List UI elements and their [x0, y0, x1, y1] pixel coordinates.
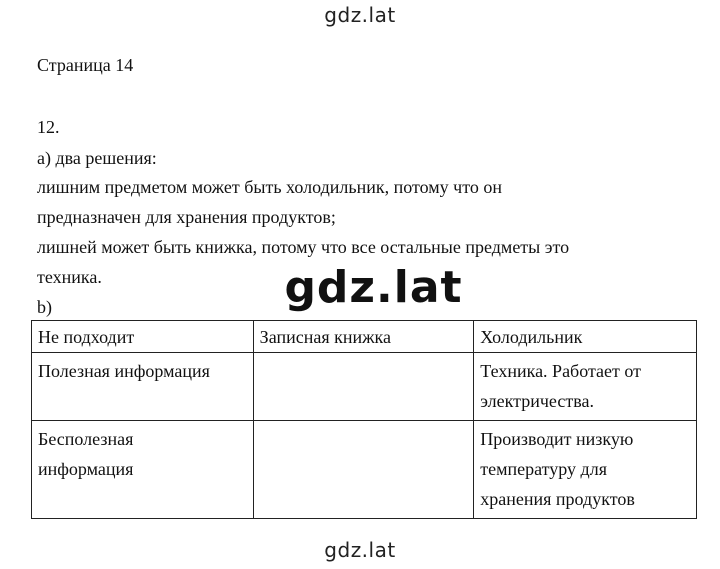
cell-line: температуру для — [480, 459, 607, 479]
table-cell-empty — [253, 421, 474, 519]
cell-line: хранения продуктов — [480, 489, 635, 509]
table-cell — [32, 421, 254, 519]
cell-line: Бесполезная — [38, 429, 134, 449]
table-cell — [474, 421, 697, 519]
cell-line: электричества. — [480, 391, 594, 411]
table-row — [32, 353, 697, 421]
part-a-line-4: техника. — [37, 267, 102, 287]
table-cell — [474, 353, 697, 421]
watermark-center: gdz.lat — [284, 262, 463, 313]
table-cell-empty — [253, 353, 474, 421]
part-a-title: а) два решения: — [37, 148, 157, 168]
part-b-title: b) — [37, 297, 52, 317]
table-header-row — [32, 321, 697, 353]
header-cell-not-fitting: Не подходит — [32, 321, 254, 353]
header-cell-fridge: Холодильник — [474, 321, 697, 353]
cell-line: информация — [38, 459, 134, 479]
watermark-top: gdz.lat — [324, 3, 396, 27]
task-number: 12. — [37, 117, 60, 137]
part-a-line-2: предназначен для хранения продуктов; — [37, 207, 336, 227]
cell-line: Производит низкую — [480, 429, 634, 449]
watermark-bottom: gdz.lat — [324, 538, 396, 562]
header-cell-notebook: Записная книжка — [253, 321, 474, 353]
table-row — [32, 421, 697, 519]
cell-line: Техника. Работает от — [480, 361, 642, 381]
answer-table — [31, 320, 697, 519]
table-cell — [32, 353, 254, 421]
part-a-line-1: лишним предметом может быть холодильник, потому что он — [37, 177, 502, 197]
page-label: Страница 14 — [37, 55, 134, 75]
cell-line: Полезная информация — [38, 361, 210, 381]
part-a-line-3: лишней может быть книжка, потому что все остальные предметы это — [37, 237, 570, 257]
